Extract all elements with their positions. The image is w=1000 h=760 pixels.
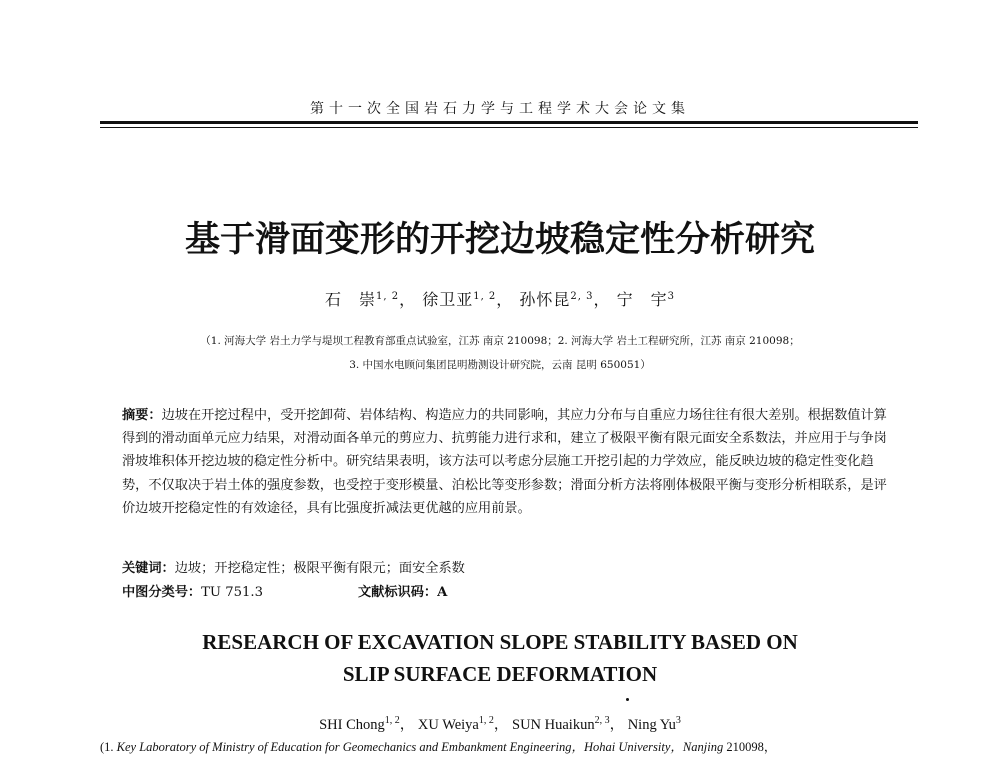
author-separator: ， [399, 290, 417, 309]
author-name: 宁 宇 [616, 290, 668, 309]
author-en [418, 717, 508, 733]
author-en [319, 717, 414, 733]
header-rule-thin [100, 127, 918, 128]
author-name: SHI Chong [319, 717, 385, 733]
doc-value: A [437, 585, 448, 600]
author-separator: ， [496, 290, 514, 309]
author-affil-mark: 3 [675, 715, 681, 726]
author-affil-mark: 1, 2 [478, 715, 494, 726]
affiliation-cn-line-1: （1. 河海大学 岩土力学与堤坝工程教育部重点试验室，江苏 南京 210098；2. 河海大学 岩土工程研究所，江苏 南京 210098； [200, 335, 800, 347]
author-affil-mark: 3 [667, 291, 676, 302]
affiliation-en [100, 737, 930, 755]
abstract-label: 摘要： [122, 408, 162, 423]
author-cn [325, 290, 416, 309]
author-cn [617, 290, 675, 309]
author-en [628, 717, 681, 733]
author-affil-mark: 1, 2 [473, 291, 497, 302]
abstract-text: 边坡在开挖过程中，受开挖卸荷、岩体结构、构造应力的共同影响，其应力分布与自重应力场往往有很大差别。根据数值计算得到的滑动面单元应力结果，对滑动面各单元的剪应力、抗剪能力进行求和，建立了极限平衡有限元面安全系数法，并应用于与争岗滑坡堆积体开挖边坡的稳定性分析中。研究结果表明，该方法可以考虑分层施工开挖引起的力学效应，能反映边坡的稳定性变化趋势，不仅取决于岩土体的强度参数，也受控于变形模量、泊松比等变形参数；滑面分析方法将刚体极限平衡与变形分析相联系，是评价边坡开挖稳定性的有效途径，具有比强度折减法更优越的应用前景。 [122, 408, 887, 516]
affiliation-en-prefix: (1. [100, 740, 117, 754]
author-separator: ， [609, 717, 625, 733]
keywords [122, 557, 887, 580]
affiliation-cn-line-2: 3. 中国水电顾问集团昆明勘测设计研究院，云南 昆明 650051） [349, 359, 651, 371]
author-name: 石 崇 [324, 290, 376, 309]
author-separator: ， [593, 290, 611, 309]
keywords-label: 关键词： [122, 561, 175, 576]
paper-title-en-line-2: SLIP SURFACE DEFORMATION [342, 662, 658, 686]
author-cn [519, 290, 610, 309]
author-separator: ， [399, 717, 415, 733]
header-rule-thick [100, 121, 918, 124]
author-name: 孙怀昆 [519, 290, 571, 309]
author-affil-mark: 2, 3 [570, 291, 594, 302]
author-cn [422, 290, 513, 309]
authors-en [0, 713, 1000, 734]
author-name: SUN Huaikun [512, 717, 595, 733]
author-affil-mark: 1, 2 [384, 715, 400, 726]
author-en [512, 717, 624, 733]
paper-title-en-line-1: RESEARCH OF EXCAVATION SLOPE STABILITY BASED ON [202, 630, 798, 654]
author-name: 徐卫亚 [422, 290, 474, 309]
doc-label: 文献标识码： [358, 585, 438, 600]
affiliation-en-institution: Key Laboratory of Ministry of Education for Geomechanics and Embankment Engineering，Hohai University，Nanjing [116, 740, 724, 754]
author-name: XU Weiya [417, 717, 479, 733]
classification [122, 581, 887, 604]
author-affil-mark: 1, 2 [375, 291, 400, 302]
stray-dot-mark [626, 698, 629, 701]
clc-code [122, 581, 263, 604]
paper-title-cn: 基于滑面变形的开挖边坡稳定性分析研究 [184, 220, 815, 260]
author-separator: ， [493, 717, 509, 733]
clc-label: 中图分类号： [122, 585, 202, 600]
keywords-text: 边坡；开挖稳定性；极限平衡有限元；面安全系数 [174, 561, 465, 576]
document-code [358, 581, 447, 604]
abstract [122, 404, 887, 520]
affiliation-en-postcode: 210098， [723, 740, 777, 754]
author-name: Ning Yu [627, 717, 676, 733]
authors-cn [0, 287, 1000, 310]
author-affil-mark: 2, 3 [594, 715, 610, 726]
clc-value: TU 751.3 [201, 585, 263, 600]
running-header: 第十一次全国岩石力学与工程学术大会论文集 [310, 101, 690, 117]
